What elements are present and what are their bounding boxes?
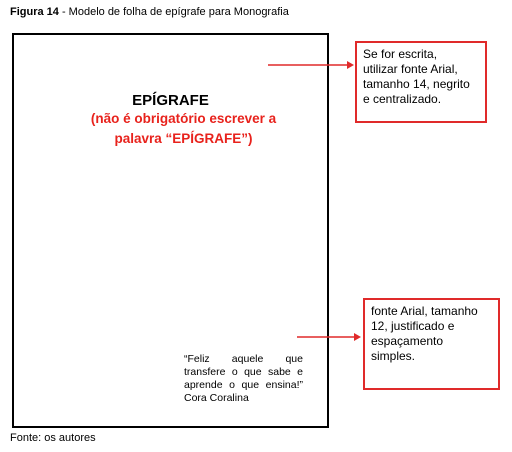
quote-format-callout xyxy=(363,298,500,390)
callout-line: simples. xyxy=(371,349,416,363)
figure-caption xyxy=(10,6,289,18)
title-optional-note xyxy=(26,109,341,149)
quote-author: Cora Coralina xyxy=(184,392,249,404)
callout-line: utilizar fonte Arial, xyxy=(363,62,458,76)
figure-source: Fonte: os autores xyxy=(10,432,96,444)
epigraph-title: EPÍGRAFE xyxy=(132,92,209,109)
callout-line: fonte Arial, tamanho xyxy=(371,304,478,318)
callout-line: e centralizado. xyxy=(363,92,442,106)
note-line: palavra “EPÍGRAFE”) xyxy=(114,131,253,146)
callout-line: Se for escrita, xyxy=(363,47,438,61)
quote-callout-arrow xyxy=(297,330,365,344)
callout-line: 12, justificado e xyxy=(371,319,455,333)
callout-line: tamanho 14, negrito xyxy=(363,77,470,91)
page-mockup xyxy=(12,33,329,428)
quote-line: transfere o que sabe e xyxy=(184,366,303,378)
figure-label: Figura 14 xyxy=(10,6,59,18)
quote-line: aprende o que ensina!” xyxy=(184,379,303,391)
quote-line: “Feliz aquele que xyxy=(184,353,303,365)
figure-caption-text: - Modelo de folha de epígrafe para Monografia xyxy=(58,6,289,18)
callout-line: espaçamento xyxy=(371,334,444,348)
epigraph-quote xyxy=(184,353,303,405)
title-callout-arrow xyxy=(268,58,358,72)
note-line: (não é obrigatório escrever a xyxy=(90,111,277,126)
title-format-callout xyxy=(355,41,487,123)
